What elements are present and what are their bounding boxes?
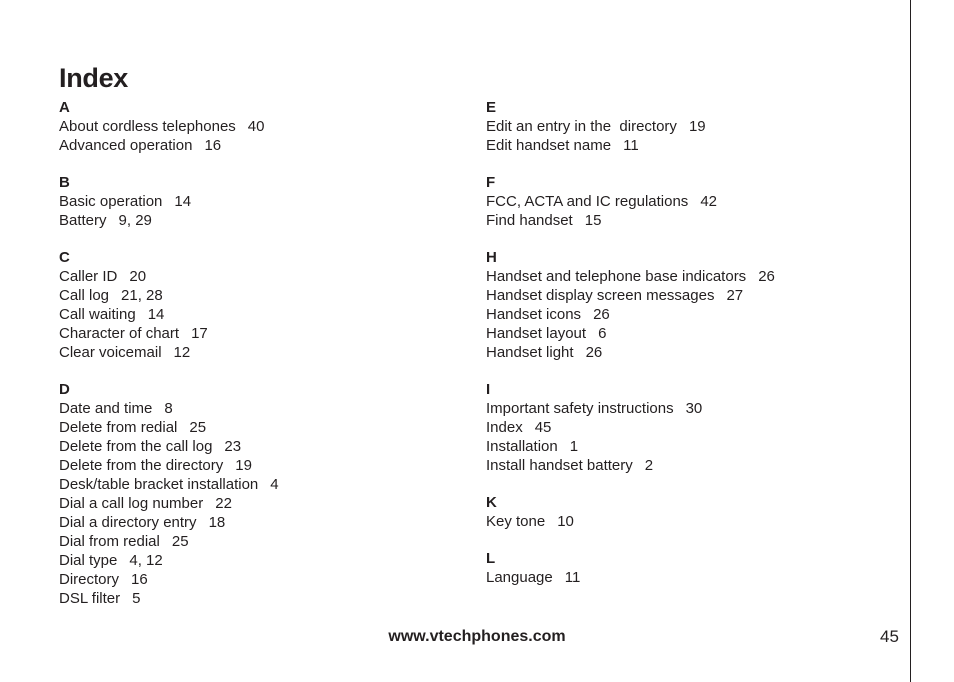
entry-pages: 25: [171, 533, 189, 550]
entry-term: Basic operation: [59, 193, 163, 210]
entry-term: Dial type: [59, 552, 118, 569]
entry-pages: 40: [247, 118, 265, 135]
entry-term: Edit an entry in the directory: [486, 118, 677, 135]
entry-term: Index: [486, 419, 523, 436]
entry-pages: 30: [685, 400, 703, 417]
entry-pages: 1: [569, 438, 579, 455]
index-entry: [59, 570, 459, 589]
index-section-c: [59, 248, 459, 362]
entry-pages: 6: [598, 325, 607, 342]
index-entry: [59, 494, 459, 513]
section-letter: H: [486, 249, 497, 266]
entry-term: Battery: [59, 212, 107, 229]
entry-term: Handset layout: [486, 325, 587, 342]
entry-term: Directory: [59, 571, 120, 588]
index-entry: [59, 343, 459, 362]
index-entry: [59, 456, 459, 475]
entry-term: Dial a call log number: [59, 495, 204, 512]
entry-pages: 15: [584, 212, 602, 229]
entry-pages: 21, 28: [121, 287, 163, 304]
entry-term: Date and time: [59, 400, 153, 417]
index-column-left: [59, 98, 459, 626]
index-entry: [486, 437, 886, 456]
entry-pages: 8: [164, 400, 173, 417]
index-entry: [59, 192, 459, 211]
entry-term: Delete from the directory: [59, 457, 224, 474]
section-letter: K: [486, 494, 497, 511]
entry-pages: 23: [224, 438, 242, 455]
section-letter: E: [486, 99, 497, 116]
index-entry: [59, 324, 459, 343]
entry-pages: 12: [173, 344, 191, 361]
index-entry: [486, 267, 886, 286]
entry-pages: 26: [585, 344, 603, 361]
page-title: Index: [59, 63, 129, 93]
index-section-f: [486, 173, 886, 230]
index-entry: [59, 551, 459, 570]
index-section-k: [486, 493, 886, 531]
index-entry: [59, 136, 459, 155]
index-section-a: [59, 98, 459, 155]
index-entry: [486, 117, 886, 136]
entry-term: Delete from the call log: [59, 438, 213, 455]
index-entry: [486, 211, 886, 230]
entry-term: Find handset: [486, 212, 573, 229]
entry-pages: 18: [208, 514, 226, 531]
index-entry: [59, 437, 459, 456]
index-entry: [486, 136, 886, 155]
entry-pages: 42: [700, 193, 717, 210]
index-section-h: [486, 248, 886, 362]
right-margin-rule: [910, 0, 911, 682]
footer-url: www.vtechphones.com: [388, 628, 566, 645]
entry-term: Handset light: [486, 344, 574, 361]
index-entry: [59, 267, 459, 286]
section-letter: C: [59, 249, 70, 266]
index-entry: [59, 475, 459, 494]
entry-term: Dial a directory entry: [59, 514, 197, 531]
entry-term: Edit handset name: [486, 137, 612, 154]
entry-pages: 26: [758, 268, 775, 285]
index-entry: [59, 305, 459, 324]
index-entry: [486, 305, 886, 324]
entry-pages: 22: [215, 495, 232, 512]
index-entry: [59, 399, 459, 418]
entry-term: Language: [486, 569, 553, 586]
entry-pages: 19: [235, 457, 252, 474]
entry-term: Installation: [486, 438, 558, 455]
entry-pages: 4: [270, 476, 279, 493]
index-entry: [486, 286, 886, 305]
entry-term: Dial from redial: [59, 533, 160, 550]
index-entry: [486, 568, 886, 587]
section-letter: L: [486, 550, 496, 567]
entry-term: Handset icons: [486, 306, 582, 323]
entry-pages: 19: [688, 118, 706, 135]
index-entry: [486, 418, 886, 437]
index-section-b: [59, 173, 459, 230]
entry-term: Important safety instructions: [486, 400, 674, 417]
index-column-right: [486, 98, 886, 605]
section-letter: D: [59, 381, 70, 398]
index-entry: [486, 192, 886, 211]
entry-pages: 26: [593, 306, 610, 323]
entry-pages: 4, 12: [129, 552, 163, 569]
index-section-d: [59, 380, 459, 608]
entry-pages: 14: [147, 306, 165, 323]
index-entry: [59, 513, 459, 532]
section-letter: F: [486, 174, 496, 191]
entry-pages: 5: [132, 590, 141, 607]
index-entry: [486, 324, 886, 343]
index-section-i: [486, 380, 886, 475]
entry-pages: 11: [623, 137, 639, 154]
index-entry: [59, 286, 459, 305]
entry-term: Caller ID: [59, 268, 118, 285]
entry-term: Delete from redial: [59, 419, 178, 436]
entry-term: Clear voicemail: [59, 344, 162, 361]
entry-term: Desk/table bracket installation: [59, 476, 259, 493]
section-letter: I: [486, 381, 491, 398]
entry-term: Key tone: [486, 513, 546, 530]
entry-pages: 10: [557, 513, 574, 530]
entry-pages: 16: [131, 571, 148, 588]
entry-pages: 20: [129, 268, 147, 285]
entry-pages: 27: [726, 287, 744, 304]
entry-pages: 11: [564, 569, 581, 586]
section-letter: A: [59, 99, 70, 116]
index-entry: [486, 456, 886, 475]
index-entry: [59, 117, 459, 136]
entry-term: Handset and telephone base indicators: [486, 268, 747, 285]
entry-term: Character of chart: [59, 325, 180, 342]
index-entry: [486, 399, 886, 418]
entry-pages: 25: [189, 419, 207, 436]
entry-pages: 14: [174, 193, 192, 210]
entry-pages: 9, 29: [118, 212, 152, 229]
page-number: 45: [880, 627, 899, 646]
entry-term: DSL filter: [59, 590, 121, 607]
entry-term: Advanced operation: [59, 137, 193, 154]
section-letter: B: [59, 174, 70, 191]
entry-pages: 17: [191, 325, 208, 342]
index-entry: [486, 343, 886, 362]
index-entry: [59, 589, 459, 608]
index-section-e: [486, 98, 886, 155]
index-section-l: [486, 549, 886, 587]
index-entry: [486, 512, 886, 531]
entry-term: Install handset battery: [486, 457, 633, 474]
entry-pages: 16: [204, 137, 222, 154]
index-entry: [59, 418, 459, 437]
entry-term: Call log: [59, 287, 110, 304]
index-entry: [59, 532, 459, 551]
entry-term: Handset display screen messages: [486, 287, 715, 304]
entry-term: Call waiting: [59, 306, 136, 323]
entry-pages: 45: [534, 419, 552, 436]
entry-pages: 2: [644, 457, 654, 474]
entry-term: About cordless telephones: [59, 118, 236, 135]
index-entry: [59, 211, 459, 230]
entry-term: FCC, ACTA and IC regulations: [486, 193, 689, 210]
